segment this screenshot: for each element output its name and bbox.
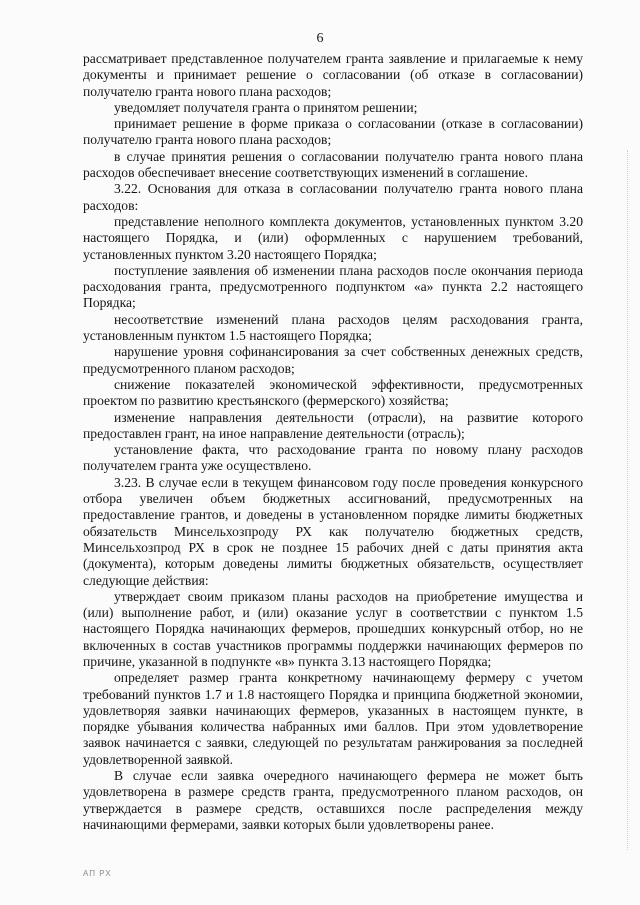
paragraph: представление неполного комплекта документов, установленных пунктом 3.20 настоящего Порядка, и (или) оформленных с нарушением требований, установленных пунктом 3.20 настоящего Порядка; <box>83 213 583 262</box>
scan-margin-marks <box>625 150 628 850</box>
paragraph: принимает решение в форме приказа о согласовании (отказе в согласовании) получателю гранта нового плана расходов; <box>83 116 583 148</box>
paragraph: установление факта, что расходование гранта по новому плану расходов получателем гранта уже осуществлено. <box>83 442 583 474</box>
paragraph: несоответствие изменений плана расходов целям расходования гранта, установленным пунктом 1.5 настоящего Порядка; <box>83 311 583 344</box>
paragraph: В случае если заявка очередного начинающего фермера не может быть удовлетворена в размере средств гранта, предусмотренного планом расходов, он утверждается в размере средств, оставшихся после распределения между начинающими фермерами, заявки которых были удовлетворены ранее. <box>83 768 583 832</box>
paragraph: 3.23. В случае если в текущем финансовом году после проведения конкурсного отбора увеличен объем бюджетных ассигнований, предусмотренных на предоставление грантов, и доведены в установленном порядке лимиты бюджетных обязательств Минсельхозпроду РХ как получателю бюджетных средств, Минсельхозпрод РХ в срок не позднее 15 рабочих дней с даты принятия акта (документа), которым доведены лимиты бюджетных обязательств, осуществляет следующие действия: <box>83 474 583 588</box>
document-body <box>83 51 583 833</box>
paragraph: определяет размер гранта конкретному начинающему фермеру с учетом требований пунктов 1.7 и 1.8 настоящего Порядка и принципа бюджетной экономии, удовлетворяя заявки начинающих фермеров, указанных в настоящем пункте, в порядке убывания количества набранных ими баллов. При этом удовлетворение заявок начинается с заявки, следующей по результатам ранжирования за последней удовлетворенной заявкой. <box>83 670 583 767</box>
paragraph: уведомляет получателя гранта о принятом решении; <box>114 99 418 115</box>
paragraph: утверждает своим приказом планы расходов на приобретение имущества и (или) выполнение работ, и (или) оказание услуг в соответствии с пунктом 1.5 настоящего Порядка начинающих фермеров, прошедших конкурсный отбор, но не включенных в состав участников программы поддержки начинающих фермеров по причине, указанной в подпункте «в» пункта 3.13 настоящего Порядка; <box>83 588 583 669</box>
paragraph: рассматривает представленное получателем гранта заявление и прилагаемые к нему документы и принимает решение о согласовании (об отказе в согласовании) получателю гранта нового плана расходов; <box>83 51 583 99</box>
footer-mark: АП РХ <box>83 869 112 878</box>
paragraph: поступление заявления об изменении плана расходов после окончания периода расходования гранта, предусмотренного подпунктом «а» пункта 2.2 настоящего Порядка; <box>83 262 583 311</box>
paragraph: нарушение уровня софинансирования за счет собственных денежных средств, предусмотренного планом расходов; <box>83 344 583 376</box>
paragraph: 3.22. Основания для отказа в согласовании получателю гранта нового плана расходов: <box>83 181 583 213</box>
paragraph: в случае принятия решения о согласовании получателю гранта нового плана расходов обеспечивает внесение соответствующих изменений в соглашение. <box>83 148 583 181</box>
paragraph: изменение направления деятельности (отрасли), на развитие которого предоставлен грант, на иное направление деятельности (отрасль); <box>83 409 583 441</box>
page-number: 6 <box>316 31 324 46</box>
paragraph: снижение показателей экономической эффективности, предусмотренных проектом по развитию крестьянского (фермерского) хозяйства; <box>83 376 583 409</box>
